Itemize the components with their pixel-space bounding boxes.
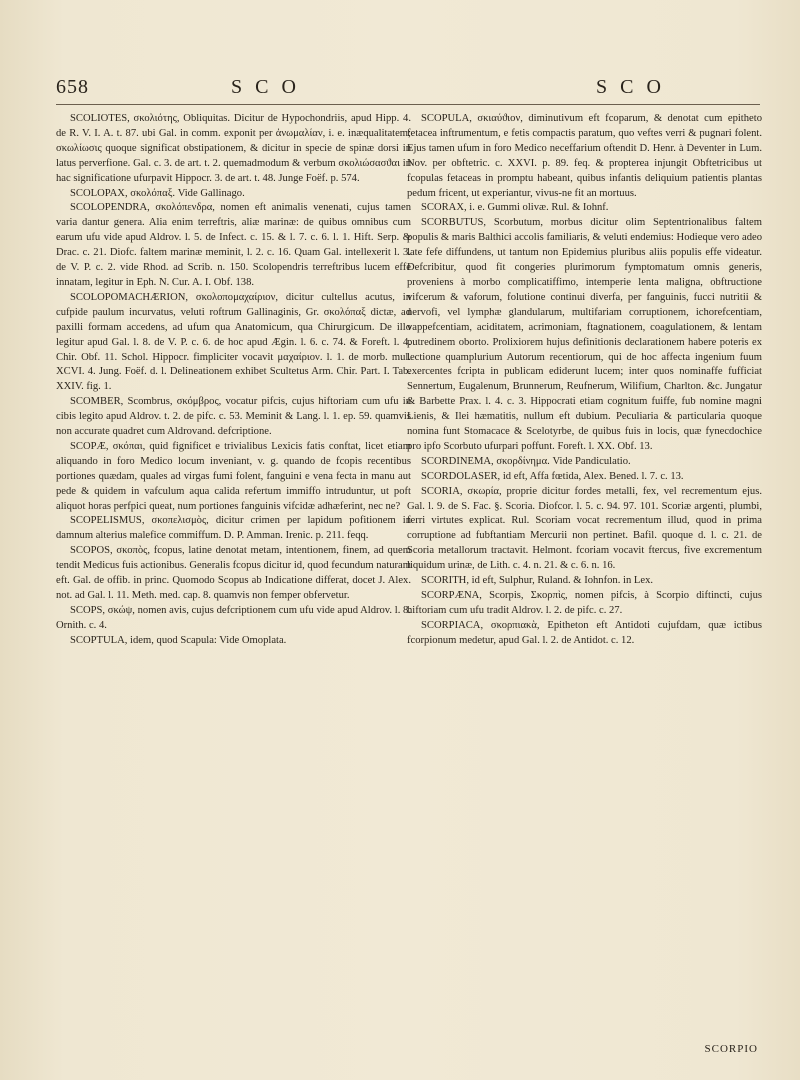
running-head-right: S C O [596, 76, 665, 98]
right-column [407, 112, 762, 649]
running-head-left: S C O [231, 76, 300, 98]
dictionary-entry: SCORPIACA, σκορπιακὰ, Epitheton eft Antidoti cujufdam, quæ ictibus fcorpionum medetur, apud Gal. l. 2. de Antidot. c. 12. [407, 619, 762, 646]
page-number: 658 [56, 76, 89, 98]
catchword: SCORPIO [704, 1043, 758, 1055]
dictionary-entry: SCORDINEMA, σκορδίνημα. Vide Pandiculatio. [421, 455, 631, 467]
dictionary-entry: SCOPELISMUS, σκοπελισμὸς, dicitur crimen per lapidum pofitionem in damnum alterius malefice commiffum. D. P. Amman. Irenic. p. 211. feqq. [56, 515, 411, 542]
dictionary-entry: SCOLIOTES, σκολιότης, Obliquitas. Dicitur de Hypochondriis, apud Hipp. 4. de R. V. I. A. t. 87. ubi Gal. in comm. exponit per ἀνωμαλίαν, i. e. inæqualitatem; σκωλίωσις quoque significat obstipationem, & dicitur in specie de spinæ dorsi in latus perverfione. Gal. c. 3. de art. t. 2. quemadmodum & verbum σκολιώσασϑαι in hac significatione ufurpavit Hippocr. 3. de art. t. 48. Junge Foëf. p. 574. [56, 113, 411, 184]
dictionary-entry: SCORIA, σκωρία, proprie dicitur fordes metalli, fex, vel recrementum ejus. Gal. l. 9. de S. Fac. §. Scoria. Diofcor. l. 5. c. 94. 97. 101. Scoriæ argenti, plumbi, ferri virtutes explicat. Rul. Scoriam vocat recrementum illud, quod in prima corruptione ad fubftantiam Mercurii non pertinet. Bafil. quoque d. l. c. 21. de Scoria metallorum tractavit. Helmont. fcoriam vocavit ftercus, five excrementum liquidum urinæ, de Lith. c. 4. n. 21. & c. 6. n. 16. [407, 485, 762, 572]
dictionary-entry: SCOLOPENDRA, σκολόπενδρα, nomen eft animalis venenati, cujus tamen varia dantur genera. Alia enim terreftris, aliæ marinæ: de quibus omnibus cum earum ufu vide apud Aldrov. l. 5. de Infect. c. 15. & l. 7. c. 6. l. 1. Hift. Serp. & Drac. c. 21. Diofc. faltem marinæ meminit, l. 2. c. 16. Quam Gal. intellexerit l. 3. de V. P. c. 2. vide Rhod. ad Scrib. n. 150. Scolopendris terreftribus lucem effe innatam, legitur in Eph. N. Cur. A. I. Obf. 138. [56, 202, 411, 288]
dictionary-entry: SCOPOS, σκοπὸς, fcopus, latine denotat metam, intentionem, finem, ad quem tendit Medicus fuis actionibus. Generalis fcopus dicitur id, quod fecundum naturam eft. Gal. de offib. in princ. Quomodo Scopus ab Indicatione differat, docet J. Alex. not. ad Gal. l. 11. Meth. med. cap. 8. quamvis non femper obfervetur. [56, 545, 411, 601]
dictionary-entry: SCOPTULA, idem, quod Scapula: Vide Omoplata. [70, 634, 287, 646]
dictionary-entry: SCOLOPOMACHÆRION, σκολοπομαχαίριον, dicitur cultellus acutus, in cufpide paulum incurvatus, veluti roftrum Gallinaginis, Gr. σκολόπαξ dictæ, ad paxilli formam accedens, ad ufum qua Anatomicum, qua Chirurgicum. De illo legitur apud Gal. l. 8. de V. P. c. 6. de hoc apud Ægin. l. 6. c. 74. & Foreft. l. 4. Chir. Obf. 11. Schol. Hippocr. fimpliciter vocavit μαχαίριον. l. 1. de morb. mul. XCVI. 4. Jung. Foëf. d. l. Delineationem exhibet Scultetus Arm. Chir. Part. I. Tab. XXIV. fig. 1. [56, 291, 411, 393]
dictionary-entry: SCORAX, i. e. Gummi olivæ. Rul. & Iohnf. [421, 202, 609, 214]
dictionary-entry: SCOMBER, Scombrus, σκόμβρος, vocatur pifcis, cujus hiftoriam cum ufu in cibis legito apud Aldrov. t. 2. de pifc. c. 53. Meminit & Lang. l. 1. ep. 59. quamvis non accurate quadret cum Aldrovand. defcriptione. [56, 396, 411, 438]
dictionary-entry: SCOPS, σκώψ, nomen avis, cujus defcriptionem cum ufu vide apud Aldrov. l. 8. Ornith. c. 4. [56, 604, 411, 631]
left-column [56, 112, 411, 649]
dictionary-entry: SCORPÆNA, Scorpis, Σκορπὶς, nomen pifcis, à Scorpio diftincti, cujus hiftoriam cum ufu tradit Aldrov. l. 2. de pifc. c. 27. [407, 590, 762, 616]
dictionary-entry: SCORBUTUS, Scorbutum, morbus dicitur olim Septentrionalibus faltem populis & maris Balthici accolis familiaris, & veluti endemius: Hodieque vero adeo late fefe diffundens, ut tantum non Epidemius pluribus aliis populis effe videatur. Defcribitur, quod fit congeries plurimorum fymptomatum omnis generis, proveniens à morbo complicatiffimo, intemperie lenta maligna, obftructione vifcerum & vaforum, folutione continui diverfa, per fanguinis, fucci nutritii & nervofi, vel lymphæ glandularum, multifariam corruptionem, ichorefcentiam, vappefcentiam, aciditatem, acrimoniam, ftagnationem, coagulationem, & lentam putredinem oborto. Prolixiorem hujus definitionis declarationem habere poteris ex lectione quamplurium Autorum recentiorum, qui de hoc affecta ingenium fuum exercentes fcripta in publicam ediderunt lucem; inter quos nominaffe fufficiat Sennertum, Eugalenum, Brunnerum, Reufnerum, Wilifium, Charlton. &c. Jungatur & Barbette Prax. l. 4. c. 3. Hippocrati etiam cognitum fuiffe, fub nomine magni Lienis, & Ilei hæmatitis, nullum eft dubium. Peculiaria & particularia quoque nomina funt Stomacace & Scelotyrbe, de quibus fuis in locis, quæ fynecdochice pro ipfo Scorbuto ufurpari poffunt. Foreft. l. XX. Obf. 13. [407, 217, 762, 452]
dictionary-entry: SCOPÆ, σκόπαι, quid fignificet e trivialibus Lexicis fatis conftat, licet etiam aliquando in foro Medico locum inveniant, v. g. quando de fcopis recentibus portiones quædam, quales ad virgas fumi folent, fanguini e vena fecta in manu aut pede & quidem in vafculum aqua calida refertum immiffo intruduntur, ut poft aliquot horas perfpici queat, num portiones fanguinis vifcidæ adhæferint, nec ne? [56, 440, 411, 512]
page-header [56, 76, 760, 105]
dictionary-entry: SCOPULA, σκιαύϑιον, diminutivum eft fcoparum, & denotat cum epitheto fetacea inftrumentum, e fetis compactis paratum, quo veftes verri & pugnari folent. Ejus tamen ufum in foro Medico neceffarium oftendit D. Henr. à Deventer in Lum. Nov. per obftetric. c. XXVI. p. 89. feq. & propterea injungit Obftetricibus ut fcopulas fetaceas in promptu habeant, quibus infantis deliquium patientis plantas pedum fricent, ut experiantur, vivus-ne fit an mortuus. [407, 113, 762, 199]
dictionary-entry: SCORDOLASER, id eft, Affa fœtida, Alex. Bened. l. 7. c. 13. [421, 470, 684, 482]
dictionary-entry: SCOLOPAX, σκολόπαξ. Vide Gallinago. [70, 187, 245, 199]
dictionary-entry: SCORITH, id eft, Sulphur, Ruland. & Iohnfon. in Lex. [421, 575, 654, 587]
